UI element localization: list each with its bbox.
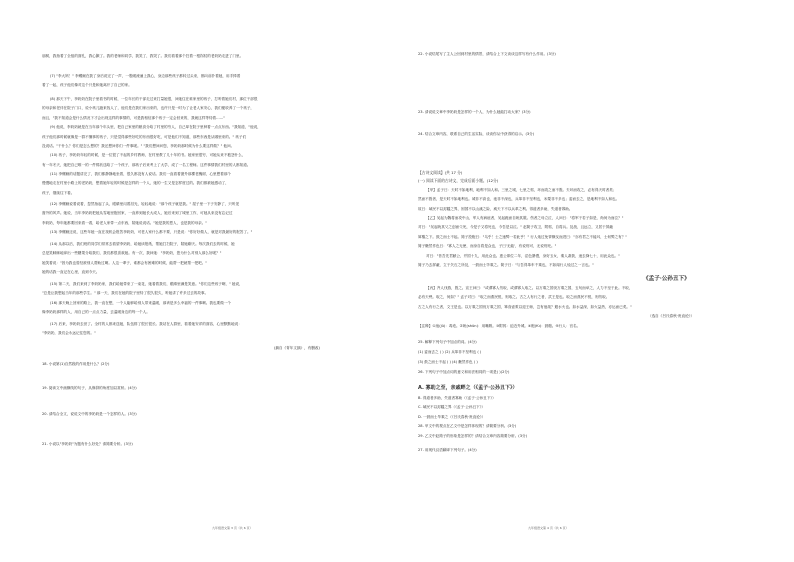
question-29: 29. 乙文中赵简子的形象是怎样的？请结合文章内容简要分析。(3分) — [418, 433, 527, 438]
text-line: 孩子他们那时候就像是一群不懂事的孩子，只是觉得那些好吃的东西很好吃，可是他们不知道，那些东西是从哪里来的。" 孩子们 — [42, 134, 247, 139]
question-21: 21. 小说以"李奶奶"为题有什么好处？请简要分析。(3分) — [42, 442, 133, 446]
option-line: D. 一鼓而士毕乘之（《吕氏春秋·贵直论》） — [418, 414, 486, 419]
question-27: 27. 用现代汉语翻译下列句子。(4分) — [418, 448, 477, 452]
text-line: 古之人有行之者，文王是也。以万乘之国伐万乘之国，箪食壶浆以迎王师，岂有他哉？避水火也。如水益深，如火益热，亦运而已矣。" — [418, 304, 632, 309]
passage-title: 《孟子·公孙丑下》 — [643, 276, 690, 282]
question-25: 25. 解释下列句子中加点的词。(4分) — [418, 340, 477, 344]
text-line: 犀橹之下。鼓之而士不起。简子投枹曰："乌乎！士之速弊一若此乎！" 行人烛过免胄横戈而进曰："亦有君之不能耳，士何弊之有？" — [418, 234, 628, 239]
text-line: 孩子，继续往下看。 — [42, 190, 75, 195]
text-line: 像李奶奶那样的人，用自己的一点点力量，去温暖身边的每一个人。 — [42, 310, 150, 315]
option-line: C. 域民不以封疆之界（《孟子·公孙丑下》） — [418, 405, 486, 410]
text-line: "总是让我想起当年的那些学生。" 那一天，我们在她的院子里待了很久很久，听她讲了许多过去的故事。 — [42, 291, 209, 296]
question-20: 20. 请结合全文，说说文中的李奶奶是一个怎样的人。(3分) — [42, 412, 137, 416]
text-line: (9) 他说，李奶奶就是在当年那个年头里，把自己家里的粮食分给了村里的穷人，自己却在院子里种着一点点东西。"我知道，"他说， — [50, 125, 261, 130]
paragraph-7 — [42, 72, 407, 91]
text-line: (13) 李螺蜒还说，这些年她一直在找机会报答李奶奶，可老人家什么都不要，只是说："你好好做人，就是对我最好的报答了。" — [50, 230, 253, 235]
text-line: (15) 第二天，我们来到了李奶奶家，我们给她带来了一束花，她看着我们，眼睛里满是笑意。"你们这些孩子啊，" 她说， — [50, 282, 243, 286]
text-line: (16) 那天晚上回家的路上，我一直在想，一个人能够给别人带来温暖，那该是多么幸福的一件事啊。我也要做一个 — [50, 300, 232, 305]
text-line: 对曰："昔吾先君献公，并国十九，用此众也。惠公即位二年，淫色暴慢，身好玉女，秦人袭我，逊去绛七十，用此众也。" — [426, 253, 620, 258]
paragraph-15 — [42, 280, 407, 318]
option-line: B. 得道者多助，失道者寡助（《孟子·公孙丑下》） — [418, 396, 496, 400]
question-26: 26. 下列句子中加点词的意义和用法相同的一项是( )(2分) — [418, 370, 510, 374]
text-line: 的母亲和老伴在院子门口，说小孩儿跑来找人了，他们是在我们家出来的，也许只是一时为了让老人家安心，我们便收养了一个孩子， — [42, 106, 255, 111]
text-line: 李奶奶，每年她都要回来看一看，给老人家带一点东西，陪她说说话。"她是我的恩人，也是我的母亲。" — [42, 220, 208, 225]
text-line: 着了一起，孩子他们像对这个只是和她离开了自己的家。 — [42, 83, 132, 88]
page-footer-left: 九年级语文第 3 页（共 6 页） — [212, 526, 253, 530]
source-citation: （选自《吕氏春秋·贵直论》） — [648, 314, 695, 318]
question-22: 22. 小说结尾写了主人公回到村里的情景，请结合上下文谈谈这样写有什么作用。(3分) — [418, 52, 556, 56]
paragraph-8 — [42, 95, 407, 170]
paragraph-12 — [42, 200, 407, 238]
question-18: 18. 小说第(1)自然段的作用是什么？(2分) — [42, 362, 110, 366]
left-page — [42, 0, 407, 562]
section-subtitle: (一) 阅读下面的古诗文，完成后面小题。(12分) — [418, 178, 499, 183]
paragraph-17 — [42, 320, 407, 339]
passage-b — [418, 214, 763, 270]
passage-c — [418, 284, 763, 312]
text-line: "李奶奶，我们会永远记住您的。" — [42, 331, 96, 336]
question-28: 28. 甲文中的观点在乙文中是怎样体现的？请简要分析。(3分) — [418, 424, 517, 429]
text-line: (14) 从那以后，我们班的同学们常常去看望李奶奶，给她读报纸，帮她打扫院子，陪她聊天。每次我们去的时候，她 — [50, 242, 235, 246]
paragraph-11 — [42, 170, 407, 198]
text-line: 慢慢地走在村里小路上的老奶奶，想着她年轻的时候是怎样的一个人，她的一生又是怎样度过的。我们都被她感动了， — [42, 181, 229, 186]
options-list — [418, 394, 763, 441]
text-line: 然而不胜者，是天时不如地利也。城非不高也，池非不深也，兵革非不坚利也，米粟非不多也；委而去之，是地利不如人和也。 — [418, 197, 620, 202]
question-24: 24. 结合文章内容，联系自己的生活实际，谈谈你从中获得的启示。(3分) — [418, 132, 535, 136]
right-page — [418, 0, 763, 562]
text-line: 没说话。"干什么？你们是怎么想的？我还想问你们一件事呢。" "我们想问问您，李奶奶那时候为什么要这样做？" 他问。 — [42, 144, 235, 149]
page-footer-right: 九年级语文第 4 页（共 6 页） — [528, 526, 569, 530]
text-line: 故曰：域民不以封疆之界，固国不以山溪之险，威天下不以兵革之利。得道者多助，失道者寡助。 — [418, 206, 573, 211]
question-23: 23. 请说说文章中李奶奶是怎样的一个人，为什么她能打动大家？(3分) — [418, 110, 531, 114]
text-line: 朋树，我抬着了全组的面孔，我心颤了。我的老师和同学，我笑了，我哭了。我们看着那个拄着一根拐杖的老奶奶走进了门里。 — [42, 54, 244, 58]
text-line: (7) "李大妈！" 李螺蜒在我了身后说完了一声，一股暖流涌上我心，身边那些孩子都转过头来，都向前扑着她，用手捧着 — [50, 74, 241, 78]
text-line: 有一年冬天，她把自己唯一的一件棉袄送给了一个孩子，那孩子后来考上了大学，成了一名工程师。这件事情我们村里的人都知道。 — [42, 162, 251, 167]
text-line: (10) 孩子，李奶奶年轻的时候，是一位很了不起的乡村教师，在村里教了几十年的书。她家里很穷，可她从来不抱怨什么， — [50, 153, 246, 158]
text-line: 简子乃去屏蔽，立于矢石之所及，一鼓而士毕乘之。简子曰："与吾得革车千乘也，不如闻行人烛过之一言也。" — [418, 263, 594, 268]
text-line: 总是笑眯眯地拿出一些糖果分给我们，我们都很喜欢她。有一次，我问她："李奶奶，您为什么对别人那么好呢？" — [42, 251, 222, 256]
text-line: (11) 李螺蜒的话题讲完了，我们都静静地坐着，很久都没有人说话。我们一直看着窗外那棵老槐树，心里想着那个 — [50, 172, 232, 176]
text-line: 对曰："吴起吮其父之创而父死，今是子又将死也，今吾是以泣。" 赵简子攻卫，附郭，自将兵。及战，且远立，又居于屏蔽 — [418, 225, 613, 230]
text-line: 窗外的风声。她说，当年李奶奶把她从雪地里抱回家，一直养到她长大成人，她后来到了城里工作，可她从来没有忘记过 — [42, 211, 233, 216]
question-19: 19. 阅读文中画横线的句子，从修辞的角度加以赏析。(4分) — [42, 386, 137, 390]
text-line: 【丙】齐人伐燕，胜之。宣王问曰："或谓寡人勿取，或谓寡人取之。以万乘之国伐万乘之国，五旬而举之，人力不至于此。不取， — [426, 286, 633, 290]
passage-a — [418, 186, 763, 214]
annotation-note: 【注释】①疽(jū)：毒疮。②吮(shǔn)：用嘴吸。③附郭：迫近外城。④枹(fú)：鼓槌。⑤行人：官名。 — [418, 324, 581, 328]
text-line: 【甲】孟子曰：天时不如地利，地利不如人和。三里之城，七里之郭，环而攻之而不胜。夫环而攻之，必有得天时者矣； — [426, 188, 617, 192]
text-line: 必有天殃。取之，何如？" 孟子对曰："取之而燕民悦，则取之。古之人有行之者，武王是也。取之而燕民不悦，则勿取。 — [418, 295, 610, 300]
text-line: 简子艴然作色曰："寡人之无使，而身自将是众也，子曰'无能'，有说则可，无说则死。" — [418, 244, 557, 249]
question-25-items-2: (3) 鼓之而士不起 ( ) (4) 艴然作色 ( ) — [418, 360, 478, 364]
option-a: A. 寡助之至，亲戚畔之（《孟子·公孙丑下》） — [418, 385, 518, 391]
section-label: 【古诗文阅读】(共 17 分) — [418, 170, 463, 175]
paragraph-14 — [42, 240, 407, 278]
text-line: 她笑着说："因为我也曾经被别人帮助过啊。人这一辈子，谁都会有困难的时候，能帮一把就帮一把吧。" — [42, 260, 208, 265]
source-citation: (摘自《青年文摘》，有删改) — [274, 346, 320, 350]
text-line: 她的话我一直记在心里，直到今天。 — [42, 270, 100, 275]
text-line: (8) 那天下午，李奶奶在院子里看书的时候，一位年长的干部走过来打量她很，问她住在谁家里的孩子，打听着她们村，那位干部很 — [50, 97, 258, 101]
paragraph-1 — [42, 52, 407, 61]
text-line: 而且，"我不知道会是什么情况下才会出现这样的事情的，可是我相信那个孩子一定会回来的，我就这样等待着……" — [42, 115, 225, 120]
text-line: (12) 李螺蜒说着说着，忽然抬起了头，眼睛里闪着泪光，轻轻地说："那个孩子就是我。" 屋子里一下子安静了，只听见 — [50, 202, 240, 206]
question-25-items-1: (1) 委而去之 ( ) (2) 兵革非不坚利也 ( ) — [418, 350, 482, 354]
text-line: 【乙】吴起为魏将而攻中山，军人有病疽者，吴起跪而自吮其脓。伤者之母立泣，人问曰："将军于若子如是，尚何为而泣？" — [426, 216, 624, 220]
text-line: (17) 后来，李奶奶去世了。全村的人都来送她，队伍排了很长很长。我站在人群里，看着她安详的面容，心里默默地说： — [50, 322, 242, 326]
